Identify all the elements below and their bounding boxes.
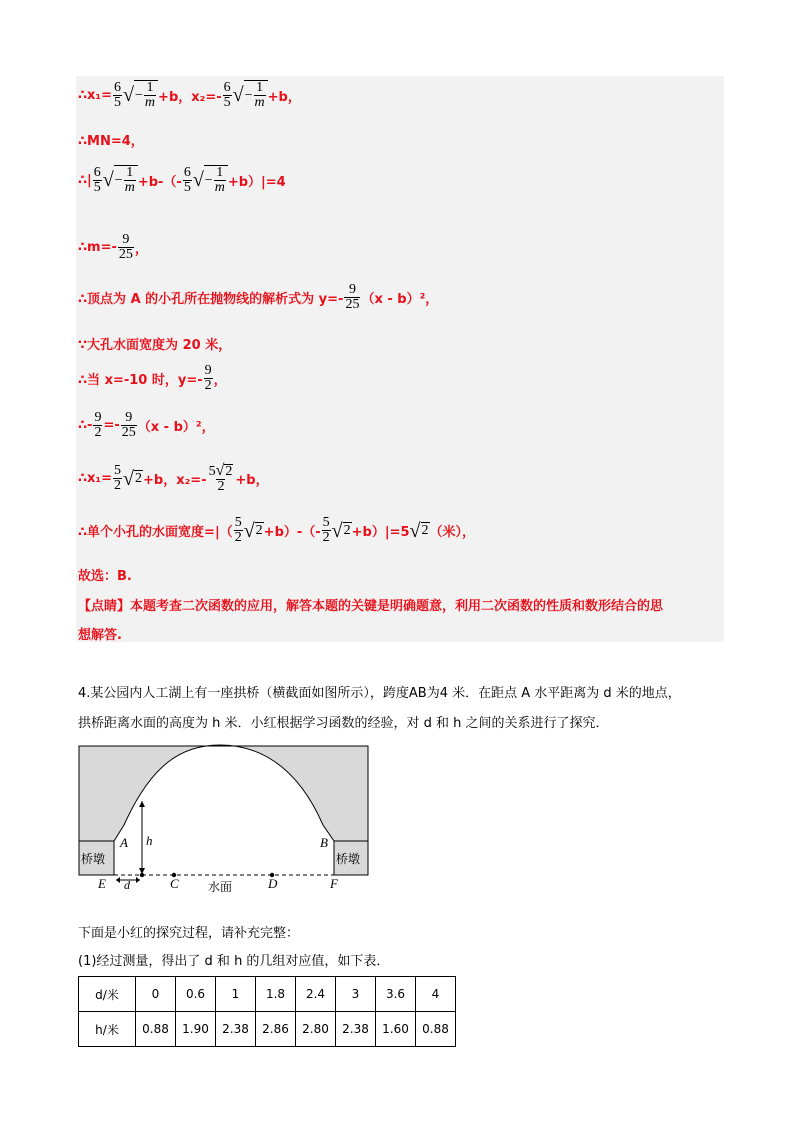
solution-line-10: ∴单个小孔的水面宽度=|（ $\frac{5}{2}$ √ 2 +b）-（- $\frac{5}{2}$ √ 2 +b）|=5 √ 2 （米）， [78, 515, 476, 545]
solution-line-3: ∴| $\frac{6}{5}$ √ − $\frac{1}{m}$ +b-（- $\frac{6}{5}$ √ − $\frac{1}{m}$ +b）|=4 [78, 164, 286, 195]
question-line-4: (1)经过测量，得出了 d 和 h 的几组对应值，如下表． [78, 954, 390, 969]
table-row-d [79, 977, 456, 1012]
table-cell: 4 [416, 977, 456, 1012]
solution-line-1: ∴x₁= $\frac{6}{5}$ √ − $\frac{1}{m}$ +b，x₂=- $\frac{6}{5}$ √ − $\frac{1}{m}$ +b， [78, 79, 301, 110]
table-header-d: d/米 [79, 977, 136, 1012]
table-cell: 3 [336, 977, 376, 1012]
table-cell: 0.6 [176, 977, 216, 1012]
data-table [78, 976, 456, 1047]
label-f: F [330, 876, 338, 891]
label-a: A [120, 835, 128, 850]
question-line-2: 拱桥距离水面的高度为 h 米．小红根据学习函数的经验，对 d 和 h 之间的关系进行了探究． [78, 716, 609, 731]
label-b: B [320, 835, 328, 850]
solution-line-2: ∴MN=4， [78, 134, 144, 149]
solution-line-13: 想解答. [78, 628, 122, 643]
table-cell: 2.38 [336, 1012, 376, 1047]
table-header-h: h/米 [79, 1012, 136, 1047]
pier-left-label: 桥墩 [81, 852, 106, 866]
table-cell: 1.8 [256, 977, 296, 1012]
question-line-1: 4.某公园内人工湖上有一座拱桥（横截面如图所示），跨度AB为4 米．在距点 A 水平距离为 d 米的地点， [78, 686, 681, 701]
arch-bridge-diagram [76, 743, 376, 893]
solution-line-4: ∴m=- $\frac{9}{25}$ ， [78, 232, 148, 262]
solution-line-9: ∴x₁= $\frac{5}{2}$ √ 2 +b，x₂=- 5 √ 2 2 +b， [78, 462, 269, 494]
question-line-3: 下面是小红的探究过程，请补充完整： [78, 926, 300, 941]
table-cell: 2.86 [256, 1012, 296, 1047]
table-cell: 0.88 [136, 1012, 176, 1047]
label-d: d [124, 878, 130, 892]
pier-right-label: 桥墩 [336, 852, 361, 866]
label-h: h [146, 833, 153, 848]
solution-line-11: 故选：B. [78, 569, 132, 584]
table-cell: 2.4 [296, 977, 336, 1012]
bridge-body [79, 745, 368, 841]
solution-line-8: ∴- $\frac{9}{2}$ =- $\frac{9}{25}$ （x - b）²， [78, 410, 215, 440]
solution-line-5: ∴顶点为 A 的小孔所在抛物线的解析式为 y=- $\frac{9}{25}$ （x - b）²， [78, 282, 439, 312]
table-cell: 0 [136, 977, 176, 1012]
solution-line-6: ∵大孔水面宽度为 20 米， [78, 338, 232, 353]
table-cell: 3.6 [376, 977, 416, 1012]
label-d-point: D [268, 876, 278, 891]
table-cell: 2.38 [216, 1012, 256, 1047]
table-cell: 1.90 [176, 1012, 216, 1047]
table-cell: 0.88 [416, 1012, 456, 1047]
table-cell: 1.60 [376, 1012, 416, 1047]
label-c: C [170, 876, 179, 891]
water-label: 水面 [208, 880, 233, 893]
table-cell: 2.80 [296, 1012, 336, 1047]
table-cell: 1 [216, 977, 256, 1012]
solution-line-7: ∴当 x=-10 时，y=- $\frac{9}{2}$ ， [78, 363, 227, 393]
solution-line-12: 【点睛】本题考查二次函数的应用，解答本题的关键是明确题意，利用二次函数的性质和数形结合的思 [78, 599, 664, 614]
label-e: E [98, 876, 106, 891]
solution-box [76, 76, 724, 642]
point-dot [140, 873, 144, 877]
table-row-h [79, 1012, 456, 1047]
